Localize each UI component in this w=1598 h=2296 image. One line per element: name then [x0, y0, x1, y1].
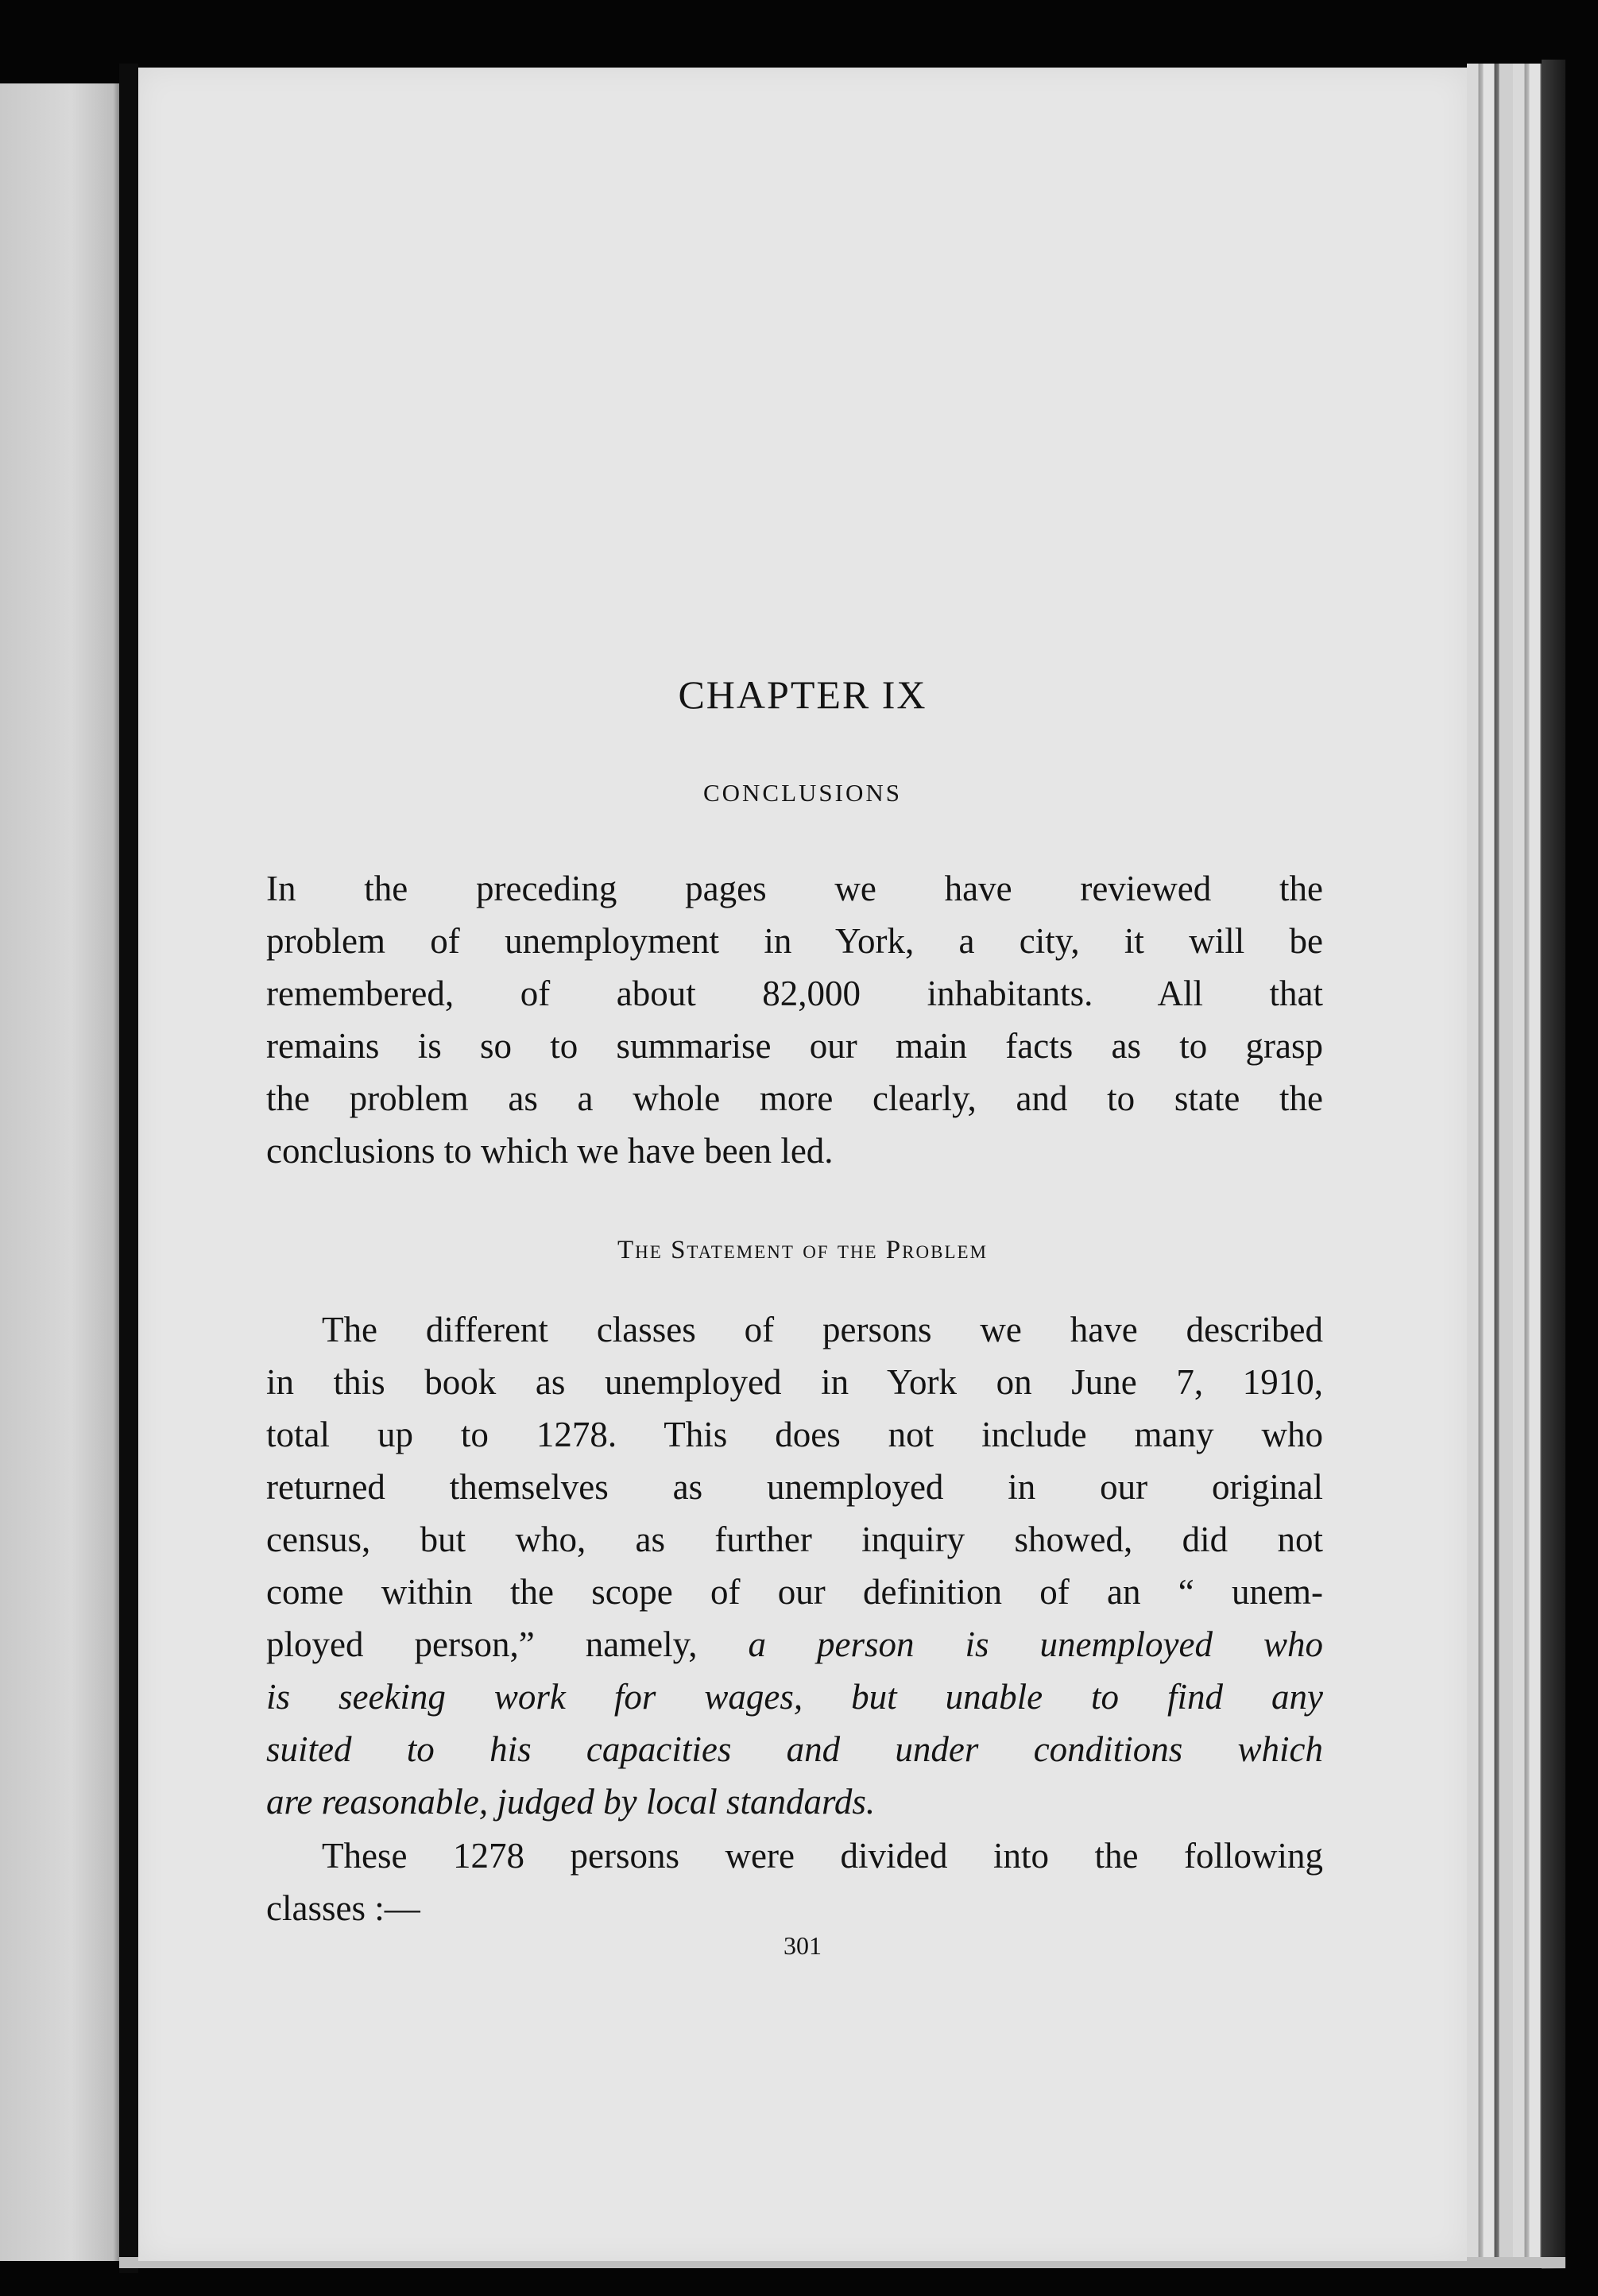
- classes-paragraph: [266, 1829, 1323, 1934]
- definition-text: a person is unemployed who: [748, 1624, 1323, 1664]
- text-line: come within the scope of our definition of an “ unem-: [266, 1572, 1323, 1612]
- book-gutter: [119, 64, 138, 2273]
- book-page: [138, 68, 1467, 2261]
- definition-text: suited to his capacities and under conditions which: [266, 1729, 1323, 1769]
- text-line: classes :—: [266, 1888, 420, 1928]
- text-line: conclusions to which we have been led.: [266, 1131, 834, 1171]
- problem-paragraph: [266, 1303, 1323, 1828]
- chapter-title: CHAPTER IX: [678, 672, 927, 717]
- definition-text: are reasonable, judged by local standards.: [266, 1782, 876, 1822]
- intro-paragraph: [266, 862, 1323, 1177]
- text-line: returned themselves as unemployed in our original: [266, 1467, 1323, 1507]
- chapter-subtitle-text: CONCLUSIONS: [702, 779, 903, 807]
- text-line: remains is so to summarise our main facts as to grasp: [266, 1026, 1323, 1066]
- definition-text: is seeking work for wages, but unable to find any: [266, 1677, 1323, 1717]
- text-line: remembered, of about 82,000 inhabitants. All that: [266, 974, 1323, 1013]
- book-cover-edge: [1542, 60, 1565, 2269]
- text-line: The different classes of persons we have described: [322, 1310, 1323, 1349]
- text-line: census, but who, as further inquiry showed, did not: [266, 1520, 1323, 1559]
- text-line: problem of unemployment in York, a city, it will be: [266, 921, 1323, 961]
- text-line: the problem as a whole more clearly, and to state the: [266, 1078, 1323, 1118]
- text-line: in this book as unemployed in York on June 7, 1910,: [266, 1362, 1323, 1402]
- section-heading: The Statement of the Problem: [617, 1236, 988, 1264]
- chapter-subtitle: [138, 779, 1467, 807]
- text-line: In the preceding pages we have reviewed the: [266, 869, 1323, 908]
- text-fragment: ployed person,” namely,: [266, 1624, 698, 1664]
- text-line: total up to 1278. This does not include many who: [266, 1415, 1323, 1454]
- left-page-edge: [0, 83, 119, 2261]
- text-line: These 1278 persons were divided into the following: [322, 1836, 1323, 1876]
- page-number: 301: [784, 1931, 822, 1960]
- text-line-mixed: [266, 1618, 1323, 1671]
